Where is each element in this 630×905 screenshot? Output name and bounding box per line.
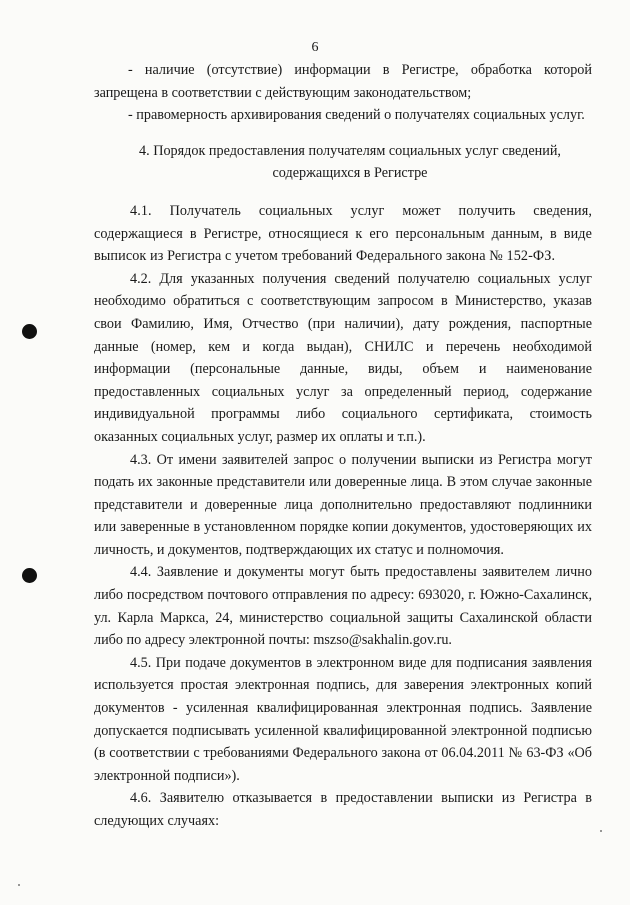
section-heading-line: 4. Порядок предоставления получателям социальных услуг сведений,	[139, 142, 561, 159]
list-item: - наличие (отсутствие) информации в Регистре, обработка которой запрещена в соответствии с действующим законодательством;	[94, 62, 592, 101]
paragraph-4-5: 4.5. При подаче документов в электронном виде для подписания заявления используется простая электронная подпись, для заверения электронных копий документов - усиленная квалифицированная электронная подпись. Заявление допускается подписывать усиленной квалифицированной электронной подписью (в соответствии с требованиями Федерального закона от 06.04.2011 № 63-ФЗ «Об электронной подписи»).	[94, 654, 592, 784]
paragraph-4-2: 4.2. Для указанных получения сведений получателю социальных услуг необходимо обратиться с соответствующим запросом в Министерство, указав свои Фамилию, Имя, Отчество (при наличии), дату рождения, паспортные данные (номер, кем и когда выдан), СНИЛС и перечень необходимой информации (персональные данные, виды, объем и наименование предоставленных социальных услуг за определенный период, содержание индивидуальной программы либо социального сертификата, стоимость оказанных социальных услуг, размер их оплаты и т.п.).	[94, 270, 592, 445]
punch-hole	[22, 324, 37, 339]
paragraph-4-3: 4.3. От имени заявителей запрос о получении выписки из Регистра могут подать их законные представители или доверенные лица. В этом случае законные представители и доверенные лица дополнительно предоставляют подлинники или заверенные в установленном порядке копии документов, удостоверяющих их личность, и документов, подтверждающих их статус и полномочия.	[94, 451, 592, 558]
paragraph-4-4: 4.4. Заявление и документы могут быть предоставлены заявителем лично либо посредством почтового отправления по адресу: 693020, г. Южно-Сахалинск, ул. Карла Маркса, 24, министерство социальной защиты Сахалинской области либо по адресу электронной почты: mszso@sakhalin.gov.ru.	[94, 564, 592, 649]
section-heading	[94, 140, 592, 185]
paragraph-4-1: 4.1. Получатель социальных услуг может получить сведения, содержащиеся в Регистре, относящиеся к его персональным данным, в виде выписок из Регистра с учетом требований Федерального закона № 152-ФЗ.	[94, 202, 592, 265]
page-number: 6	[311, 40, 319, 55]
document-body	[94, 59, 592, 833]
punch-hole	[22, 568, 37, 583]
paragraph-4-6: 4.6. Заявителю отказывается в предоставлении выписки из Регистра в следующих случаях:	[94, 790, 592, 829]
section-heading-line: содержащихся в Регистре	[272, 165, 428, 182]
scan-speck	[600, 830, 602, 832]
list-item: - правомерность архивирования сведений о получателях социальных услуг.	[128, 107, 585, 124]
scan-speck	[18, 884, 20, 886]
